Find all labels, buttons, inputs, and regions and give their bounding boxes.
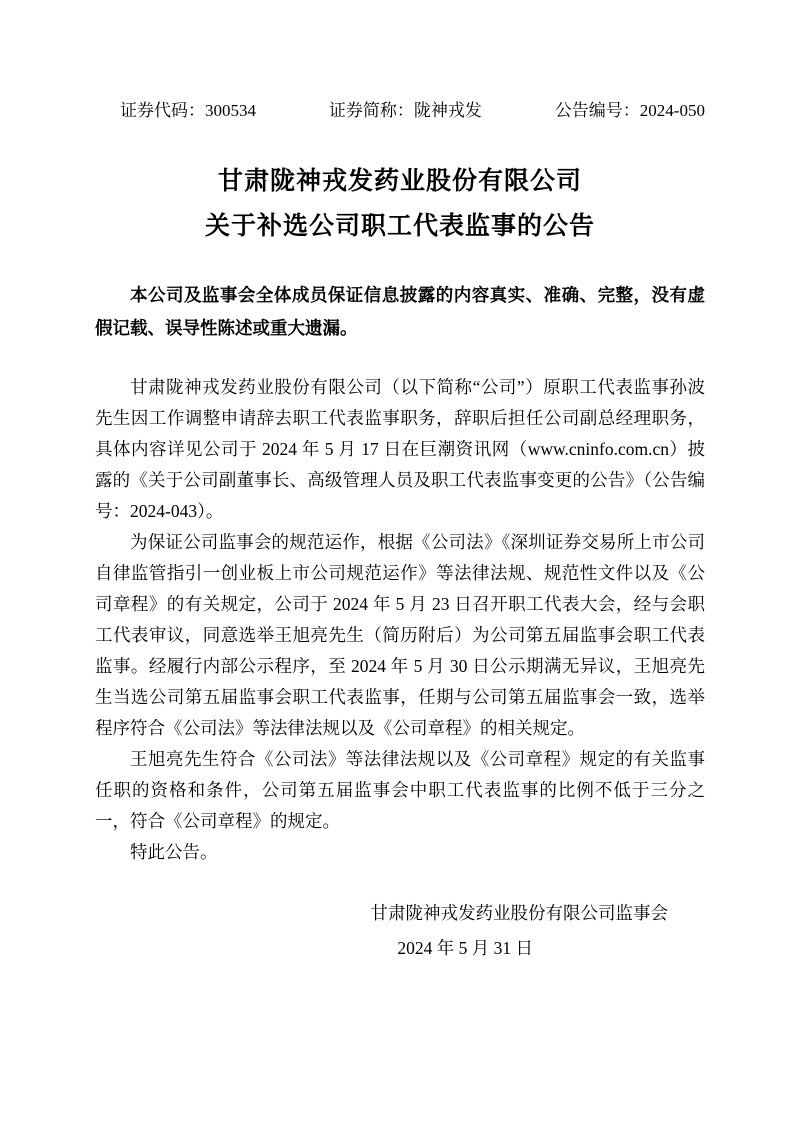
body-paragraph: 甘肃陇神戎发药业股份有限公司（以下简称“公司”）原职工代表监事孙波先生因工作调整申请辞去职工代表监事职务，辞职后担任公司副总经理职务，具体内容详见公司于 2024 年 5 月 17 日在巨潮资讯网（www.cninfo.com.cn）披露的《关于公司副董事长、高级管理人员及职工代表监事变更的公告》（公告编号：2024-043）。	[95, 377, 705, 521]
title-line-2: 关于补选公司职工代表监事的公告	[204, 213, 595, 240]
document-title	[95, 159, 705, 249]
body-paragraph: 特此公告。	[130, 842, 218, 862]
signature-block	[95, 898, 705, 964]
title-line-1: 甘肃陇神戎发药业股份有限公司	[217, 168, 582, 195]
signature-company: 甘肃陇神戎发药业股份有限公司监事会	[370, 903, 668, 923]
stock-name: 证券简称：陇神戎发	[328, 101, 482, 120]
body-paragraph: 王旭亮先生符合《公司法》等法律法规以及《公司章程》规定的有关监事任职的资格和条件，公司第五届监事会中职工代表监事的比例不低于三分之一，符合《公司章程》的规定。	[95, 749, 705, 831]
stock-code: 证券代码：300534	[120, 101, 256, 120]
body-paragraph: 为保证公司监事会的规范运作，根据《公司法》《深圳证券交易所上市公司自律监管指引一创业板上市公司规范运作》等法律法规、规范性文件以及《公司章程》的有关规定，公司于 2024 年 5 月 23 日召开职工代表大会，经与会职工代表审议，同意选举王旭亮先生（简历附后）为公司第五届监事会职工代表监事。经履行内部公示程序，至 2024 年 5 月 30 日公示期满无异议，王旭亮先生当选公司第五届监事会职工代表监事，任期与公司第五届监事会一致，选举程序符合《公司法》等法律法规以及《公司章程》的相关规定。	[95, 532, 705, 738]
document-header	[95, 100, 705, 122]
disclaimer-paragraph: 本公司及监事会全体成员保证信息披露的内容真实、准确、完整，没有虚假记载、误导性陈述或重大遗漏。	[95, 285, 705, 338]
document-body	[95, 372, 705, 868]
announcement-number: 公告编号：2024-050	[554, 101, 705, 120]
signature-date: 2024 年 5 月 31 日	[397, 938, 533, 958]
